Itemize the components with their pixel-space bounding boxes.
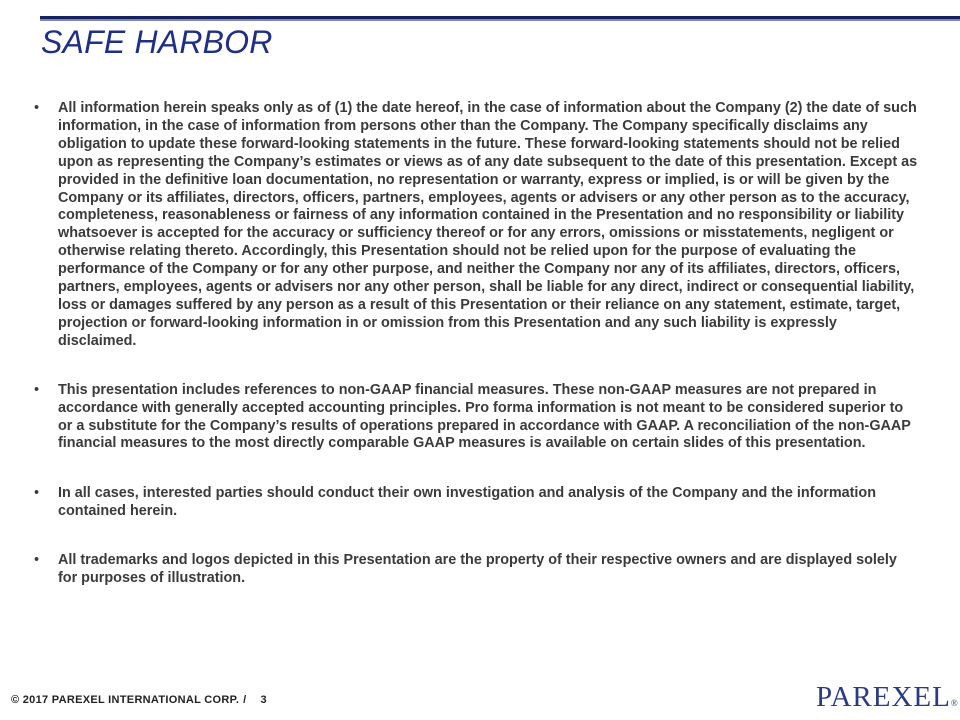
bullet-text: In all cases, interested parties should conduct their own investigation and analysis of the Company and the information contained herein. — [58, 485, 877, 520]
footer-separator: / — [243, 694, 247, 706]
disclaimer-bullet-forward-looking — [34, 100, 918, 351]
slide-footer — [11, 694, 267, 706]
registered-mark-icon: ® — [950, 698, 958, 708]
disclaimer-list — [34, 100, 918, 588]
bullet-marker-icon: • — [34, 381, 40, 398]
disclaimer-bullet-non-gaap — [34, 382, 918, 454]
footer-copyright: © 2017 PAREXEL INTERNATIONAL CORP. — [11, 694, 240, 706]
bullet-marker-icon: • — [34, 485, 40, 502]
page-number: 3 — [260, 694, 267, 706]
bullet-marker-icon: • — [34, 552, 40, 569]
disclaimer-bullet-trademarks — [34, 552, 918, 588]
slide-title: SAFE HARBOR — [41, 24, 273, 60]
bullet-text: All trademarks and logos depicted in this Presentation are the property of their respective owners and are displayed solely for purposes of illustration. — [58, 552, 897, 587]
bullet-marker-icon: • — [34, 100, 40, 116]
parexel-logo — [816, 680, 958, 720]
logo-wordmark: PAREXEL — [816, 681, 951, 713]
bullet-text: All information herein speaks only as of (1) the date hereof, in the case of information about the Company (2) the date of such information, in the case of information from persons other than the Company. The Company specifically disclaims any obligation to update these forward-looking statements in the future. These forward-looking statements should not be relied upon as representing the Company’s estimates or views as of any date subsequent to the date of this presentation. Except as provided in the definitive loan documentation, no representation or warranty, express or implied, is or will be given by the Company or its affiliates, directors, officers, partners, employees, agents or advisers or any other person as to the accuracy, completeness, reasonableness or fairness of any information contained in the Presentation and no responsibility or liability whatsoever is accepted for the accuracy or sufficiency thereof or for any errors, omissions or misstatements, negligent or otherwise relating thereto. Accordingly, this Presentation should not be relied upon for the purpose of evaluating the performance of the Company or for any other purpose, and neither the Company nor any of its affiliates, directors, officers, partners, employees, agents or advisers nor any other person, shall be liable for any direct, indirect or consequential liability, loss or damages suffered by any person as a result of this Presentation or their reliance on any statement, estimate, target, projection or forward-looking information in or omission from this Presentation and any such liability is expressly disclaimed. — [58, 100, 918, 349]
disclaimer-bullet-investigation — [34, 485, 918, 521]
bullet-text: This presentation includes references to non-GAAP financial measures. These non-GAAP measures are not prepared in accordance with generally accepted accounting principles. Pro forma information is not meant to be considered superior to or a substitute for the Company’s results of operations prepared in accordance with GAAP. A reconciliation of the non-GAAP financial measures to the most directly comparable GAAP measures is available on certain slides of this presentation. — [58, 381, 911, 452]
